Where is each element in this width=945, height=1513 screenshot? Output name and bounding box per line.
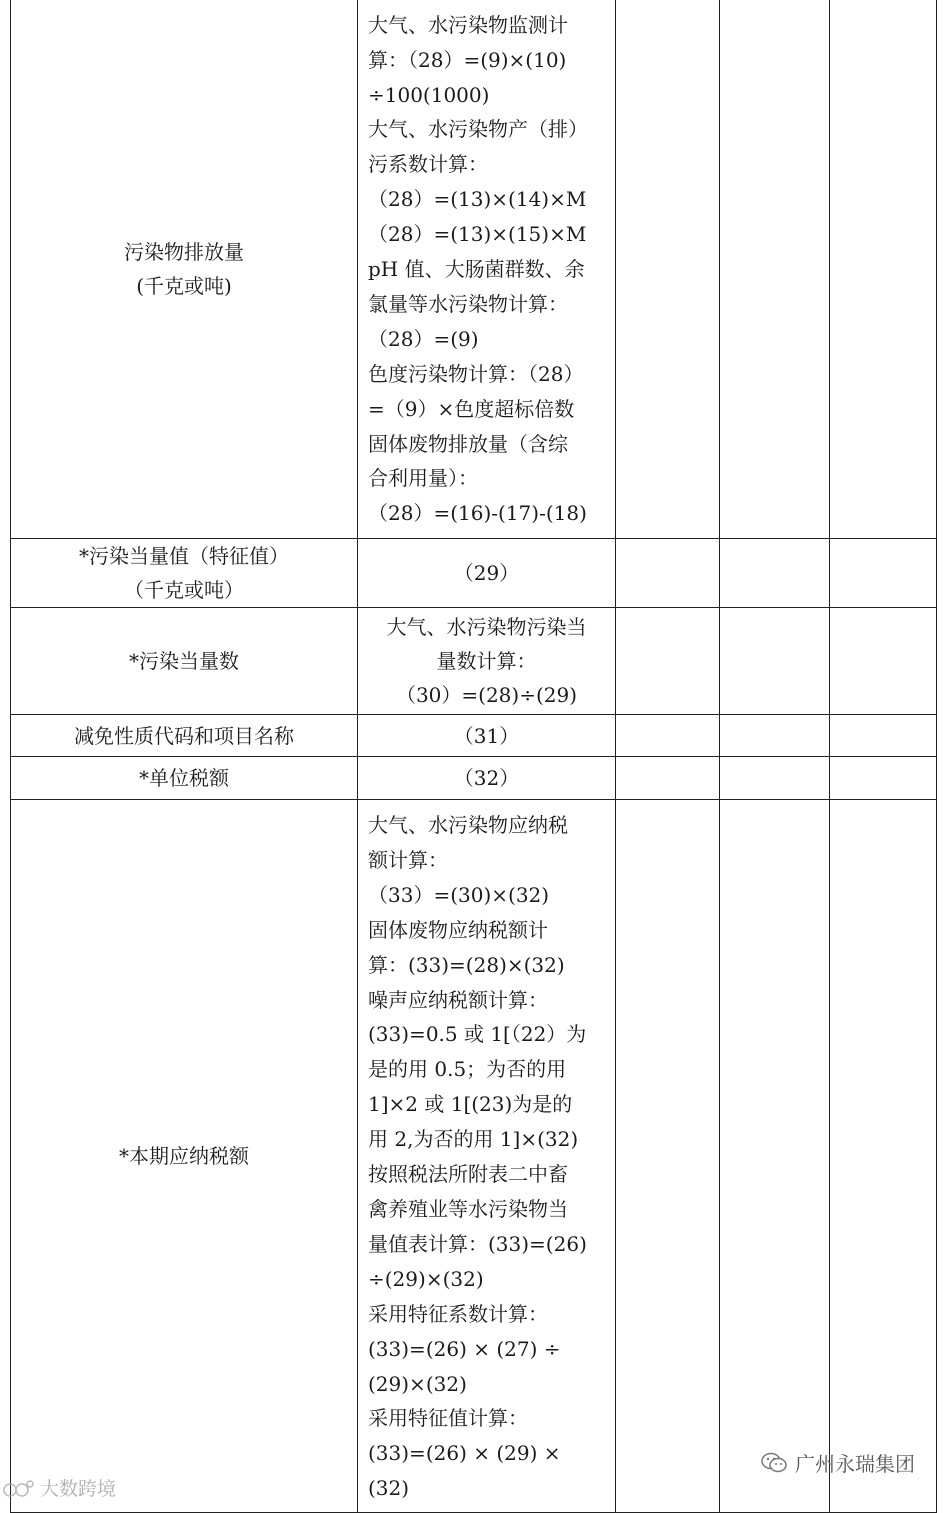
label-emission-amount: 污染物排放量 (千克或吨): [11, 0, 358, 539]
table-row-tax-payable: [11, 800, 937, 1513]
empty-cell: [720, 0, 830, 539]
empty-cell: [830, 800, 937, 1513]
empty-cell: [720, 715, 830, 757]
empty-cell: [830, 539, 937, 608]
formula-unit-tax: （32）: [358, 757, 616, 800]
watermark-right: [761, 1448, 915, 1477]
watermark-right-text: 广州永瑞集团: [795, 1452, 915, 1476]
table-row-emission-amount: [11, 0, 937, 539]
empty-cell: [830, 608, 937, 715]
formula-emission-amount: 大气、水污染物监测计 算：（28）=(9)×(10) ÷100(1000) 大气、水污染物产（排） 污系数计算： （28）=(13)×(14)×M （28）=(13)×(15)×M pH 值、大肠菌群数、余 氯量等水污染物计算： （28）=(9) 色度污染物计算：（28） =（9）×色度超标倍数 固体废物排放量（含综 合利用量）： （28）=(16)-(17)-(18): [358, 0, 616, 539]
label-tax-payable: *本期应纳税额: [11, 800, 358, 1513]
label-equivalent-value: *污染当量值（特征值） （千克或吨）: [11, 539, 358, 608]
empty-cell: [720, 539, 830, 608]
empty-cell: [830, 0, 937, 539]
label-relief-code: 减免性质代码和项目名称: [11, 715, 358, 757]
formula-relief-code: （31）: [358, 715, 616, 757]
formula-equivalent-value: （29）: [358, 539, 616, 608]
watermark-left: [2, 1474, 116, 1501]
label-equivalent-count: *污染当量数: [11, 608, 358, 715]
empty-cell: [720, 800, 830, 1513]
empty-cell: [830, 757, 937, 800]
table-row-unit-tax: [11, 757, 937, 800]
empty-cell: [720, 757, 830, 800]
empty-cell: [616, 715, 720, 757]
tax-form-table: [10, 0, 937, 1513]
formula-equivalent-count: 大气、水污染物污染当 量数计算： （30）=(28)÷(29): [358, 608, 616, 715]
empty-cell: [616, 757, 720, 800]
empty-cell: [830, 715, 937, 757]
watermark-left-text: 大数跨境: [40, 1478, 117, 1500]
wechat-icon: [761, 1452, 787, 1474]
empty-cell: [616, 608, 720, 715]
formula-tax-payable: 大气、水污染物应纳税 额计算： （33）=(30)×(32) 固体废物应纳税额计 算：(33)=(28)×(32) 噪声应纳税额计算： (33)=0.5 或 1[（22）为 是的用 0.5；为否的用 1]×2 或 1[(23)为是的 用 2,为否的用 1]×(32) 按照税法所附表二中畜 禽养殖业等水污染物当 量值表计算：(33)=(26) ÷(29)×(32) 采用特征系数计算： (33)=(26) × (27) ÷ (29)×(32) 采用特征值计算： (33)=(26) × (29) × (32): [358, 800, 616, 1513]
empty-cell: [720, 608, 830, 715]
table-row-equivalent-count: [11, 608, 937, 715]
table-row-relief-code: [11, 715, 937, 757]
empty-cell: [616, 539, 720, 608]
empty-cell: [616, 800, 720, 1513]
empty-cell: [616, 0, 720, 539]
logo-icon: [2, 1478, 36, 1498]
label-unit-tax: *单位税额: [11, 757, 358, 800]
table-row-equivalent-value: [11, 539, 937, 608]
